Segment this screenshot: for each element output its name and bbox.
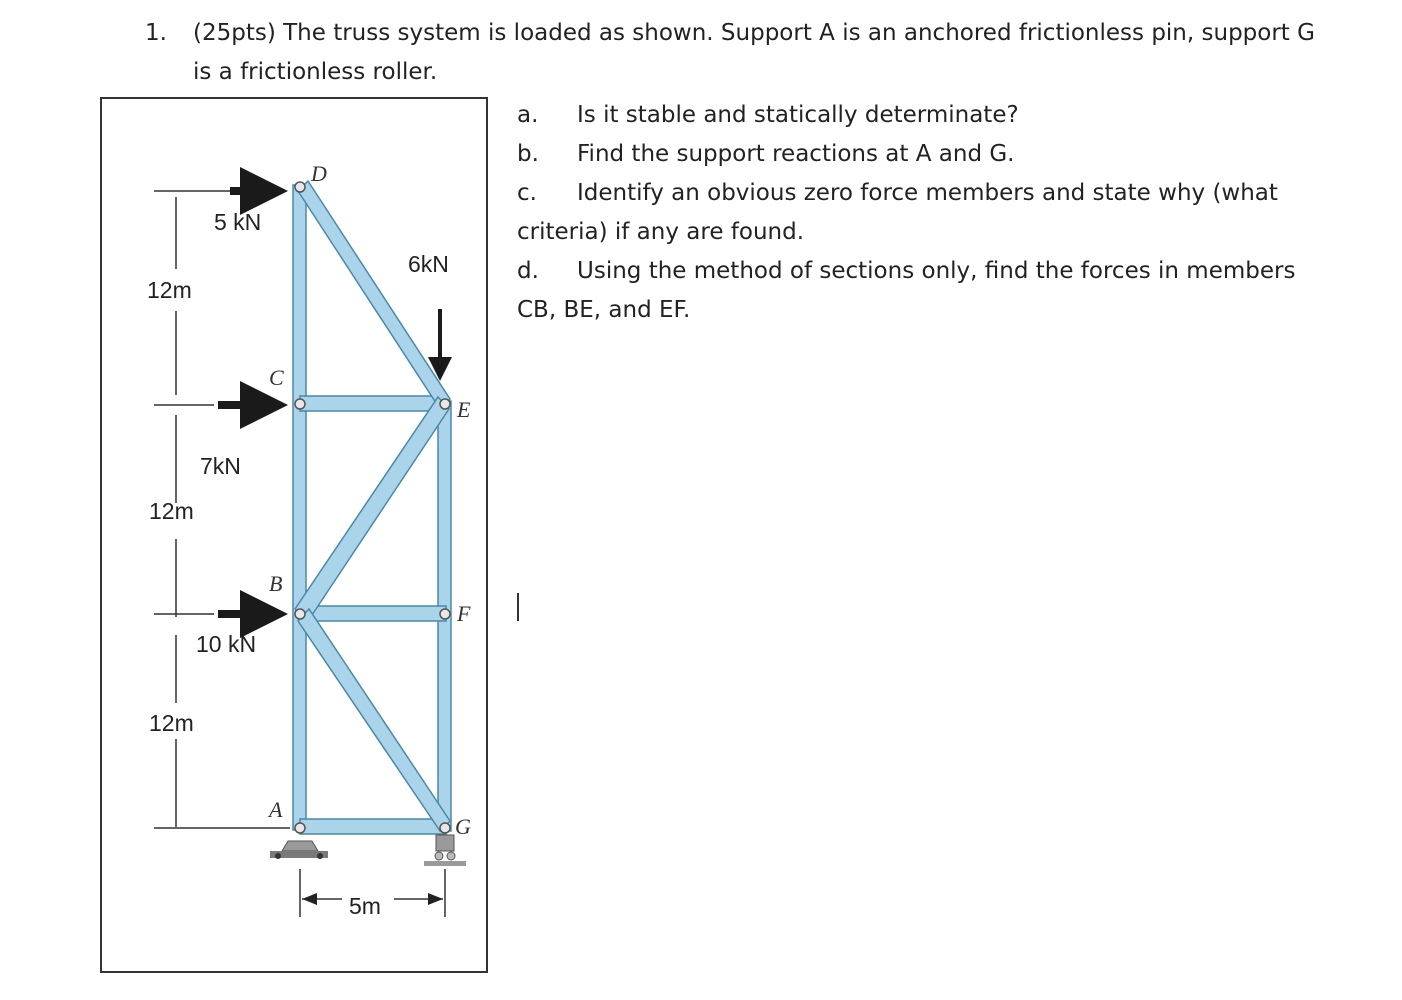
member-AD <box>293 185 306 830</box>
joint-label-E: E <box>457 397 471 422</box>
dimension-label-height-middle: 12m <box>149 498 194 524</box>
part-text: Identify an obvious zero force members and state why (what <box>577 180 1278 206</box>
truss-figure <box>100 97 488 973</box>
member-DE <box>298 181 450 409</box>
member-BF <box>300 606 446 621</box>
load-arrows <box>218 191 283 614</box>
dimension-label-width: 5m <box>349 893 381 919</box>
question-text-line-2: is a frictionless roller. <box>193 59 438 85</box>
joint-label-C: C <box>269 365 284 390</box>
part-text: Using the method of sections only, find the forces in members <box>577 258 1296 284</box>
load-label-10kN: 10 kN <box>196 631 257 657</box>
load-label-5kN: 5 kN <box>214 209 262 235</box>
joint-label-G: G <box>455 814 471 839</box>
joint-label-B: B <box>269 571 283 596</box>
support-roller-G <box>424 835 466 866</box>
dimension-label-height-bottom: 12m <box>149 710 194 736</box>
member-BG <box>298 609 450 831</box>
truss-members <box>293 181 451 834</box>
part-letter: c. <box>517 180 537 206</box>
part-text: Find the support reactions at A and G. <box>577 141 1015 167</box>
part-c <box>517 174 1377 213</box>
load-label-7kN: 7kN <box>200 453 241 479</box>
part-letter: a. <box>517 102 539 128</box>
part-c-continuation: criteria) if any are found. <box>517 219 805 245</box>
support-pin-A <box>270 841 328 859</box>
part-a <box>517 96 1377 135</box>
part-text: Is it stable and statically determinate? <box>577 102 1019 128</box>
joint-label-A: A <box>269 797 283 822</box>
part-b <box>517 135 1377 174</box>
part-letter: b. <box>517 141 539 167</box>
dimension-label-height-top: 12m <box>147 277 192 303</box>
load-label-6kN: 6kN <box>408 251 449 277</box>
part-letter: d. <box>517 258 539 284</box>
text-cursor[interactable] <box>517 593 519 621</box>
part-d-continuation: CB, BE, and EF. <box>517 297 691 323</box>
joint-label-D: D <box>311 161 327 186</box>
member-BE <box>295 397 449 621</box>
member-AG <box>300 819 446 834</box>
member-CE <box>300 396 446 411</box>
question-number: 1. <box>145 20 167 46</box>
part-d <box>517 252 1377 291</box>
question-parts <box>517 96 1377 330</box>
question-text-line-1: (25pts) The truss system is loaded as shown. Support A is an anchored frictionless pin, support G <box>193 20 1315 46</box>
joint-label-F: F <box>457 601 471 626</box>
truss-diagram <box>102 99 490 975</box>
